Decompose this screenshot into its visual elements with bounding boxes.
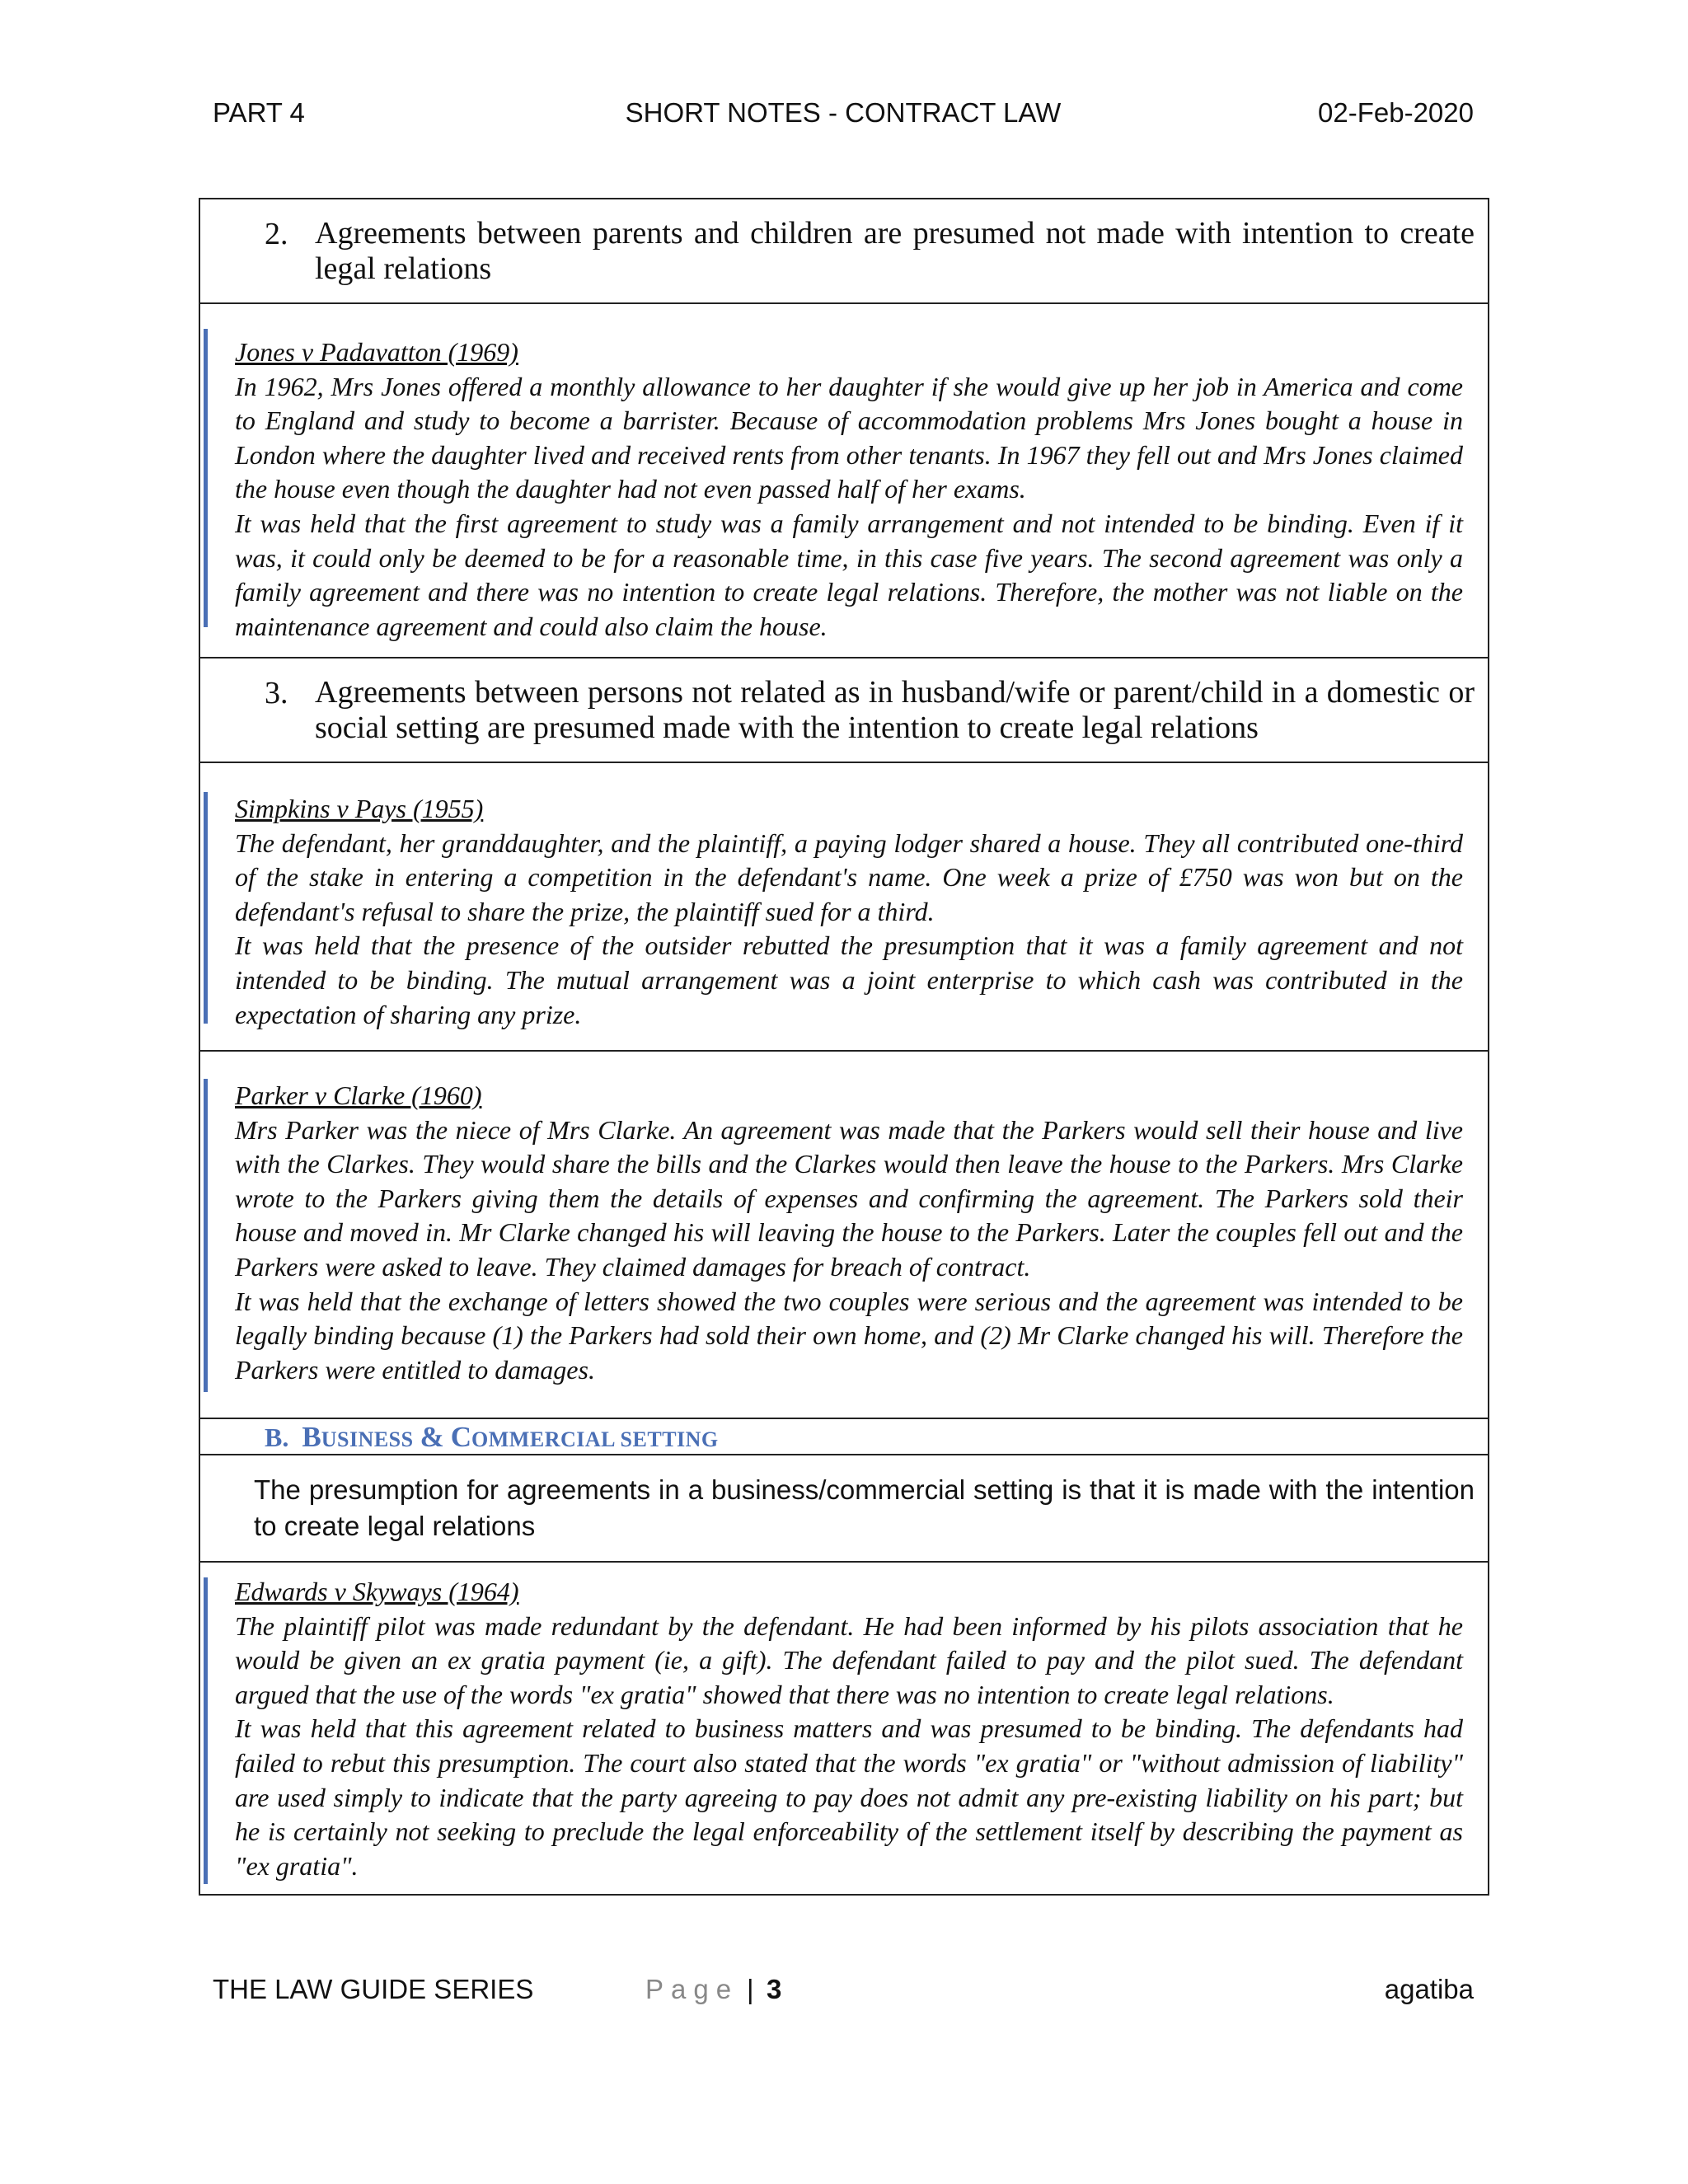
section-text: Agreements between parents and children are presumed not made with intention to create legal relations (315, 216, 1475, 286)
footer-series: THE LAW GUIDE SERIES (213, 1974, 534, 2004)
case-body (235, 792, 1463, 1039)
case-body (235, 335, 1463, 649)
case-held: It was held that the exchange of letters showed the two couples were serious and the agreement was intended to be legally binding because (1) the Parkers had sold their own home, and (2) Mr Clarke changed his will. Therefore the Parkers were entitled to damages. (235, 1286, 1463, 1385)
section-text: Agreements between persons not related as in husband/wife or parent/child in a domestic or social setting are presumed made with the intention to create legal relations (315, 675, 1475, 745)
section-business-heading (200, 1419, 1488, 1455)
section-letter: B. (265, 1422, 289, 1452)
case-edwards-v-skyways (200, 1563, 1488, 1894)
presumption-text: The presumption for agreements in a business/commercial setting is that it is made with the intention to create legal relations (254, 1474, 1475, 1541)
case-body (235, 1079, 1463, 1408)
case-held: It was held that the first agreement to study was a family arrangement and not intended to be binding. Even if it was, it could only be deemed to be for a reasonable time, in this case five years. The second agreement was only a family agreement and there was no intention to create legal relations. Therefore, the mother was not liable on the maintenance agreement and could also claim the house. (235, 508, 1463, 641)
case-held: It was held that the presence of the outsider rebutted the presumption that it was a family agreement and not intended to be binding. The mutual arrangement was a joint enterprise to which cash was contributed in the expectation of sharing any prize. (235, 930, 1463, 1029)
case-jones-v-padavatton (200, 304, 1488, 658)
section-number: 3. (265, 676, 288, 710)
section-heading-2 (200, 199, 1488, 304)
page-footer (213, 1974, 1474, 2015)
page-number: 3 (767, 1974, 782, 2004)
header-title: SHORT NOTES - CONTRACT LAW (625, 97, 1062, 128)
footer-author: agatiba (1384, 1974, 1474, 2004)
case-facts: Mrs Parker was the niece of Mrs Clarke. An agreement was made that the Parkers would sell their house and live with the Clarkes. They would share the bills and the Clarkes would then leave the house to the Parkers. Mrs Clarke wrote to the Parkers giving them the details of expenses and confirming the agreement. The Parkers sold their house and moved in. Mr Clarke changed his will leaving the house to the Parkers. Later the couples fell out and the Parkers were asked to leave. They claimed damages for breach of contract. (235, 1114, 1463, 1282)
case-simpkins-v-pays (200, 763, 1488, 1052)
case-facts: The plaintiff pilot was made redundant by the defendant. He had been informed by his pilots association that he would be given an ex gratia payment (ie, a gift). The defendant failed to pay and the pilot sued. The defendant argued that the use of the words "ex gratia" showed that there was no intention to create legal relations. (235, 1610, 1463, 1709)
case-title: Edwards v Skyways (1964) (235, 1577, 519, 1606)
notes-table (199, 198, 1489, 1896)
case-title: Simpkins v Pays (1955) (235, 794, 484, 823)
case-facts: In 1962, Mrs Jones offered a monthly allowance to her daughter if she would give up her job in America and come to England and study to become a barrister. Because of accommodation problems Mrs Jones bought a house in London where the daughter lived and received rents from other tenants. In 1967 they fell out and Mrs Jones claimed the house even though the daughter had not even passed half of her exams. (235, 371, 1463, 504)
header-part: PART 4 (213, 97, 305, 128)
case-body (235, 1575, 1463, 1888)
section-number: 2. (265, 217, 288, 251)
quote-bar (204, 1577, 208, 1884)
case-parker-v-clarke (200, 1052, 1488, 1419)
header-date: 02-Feb-2020 (1318, 97, 1474, 128)
quote-bar (204, 792, 208, 1024)
quote-bar (204, 329, 208, 627)
section-heading-3 (200, 658, 1488, 763)
case-held: It was held that this agreement related to business matters and was presumed to be binding. The defendants had failed to rebut this presumption. The court also stated that the words "ex gratia" or "without admission of liability" are used simply to indicate that the party agreeing to pay does not admit any pre-existing liability on his part; but he is certainly not seeking to preclude the legal enforceability of the settlement itself by describing the payment as "ex gratia". (235, 1713, 1463, 1881)
case-title: Parker v Clarke (1960) (235, 1080, 482, 1110)
case-facts: The defendant, her granddaughter, and the plaintiff, a paying lodger shared a house. They all contributed one-third of the stake in entering a competition in the defendant's name. One week a prize of £750 was won but on the defendant's refusal to share the prize, the plaintiff sued for a third. (235, 827, 1463, 926)
business-presumption (200, 1455, 1488, 1563)
quote-bar (204, 1079, 208, 1392)
business-heading: B. BUSINESS & COMMERCIAL SETTING (265, 1421, 719, 1453)
case-title: Jones v Padavatton (1969) (235, 337, 518, 367)
page-separator: | (747, 1974, 754, 2004)
page-label: Page (645, 1974, 739, 2004)
page-header (213, 97, 1474, 138)
